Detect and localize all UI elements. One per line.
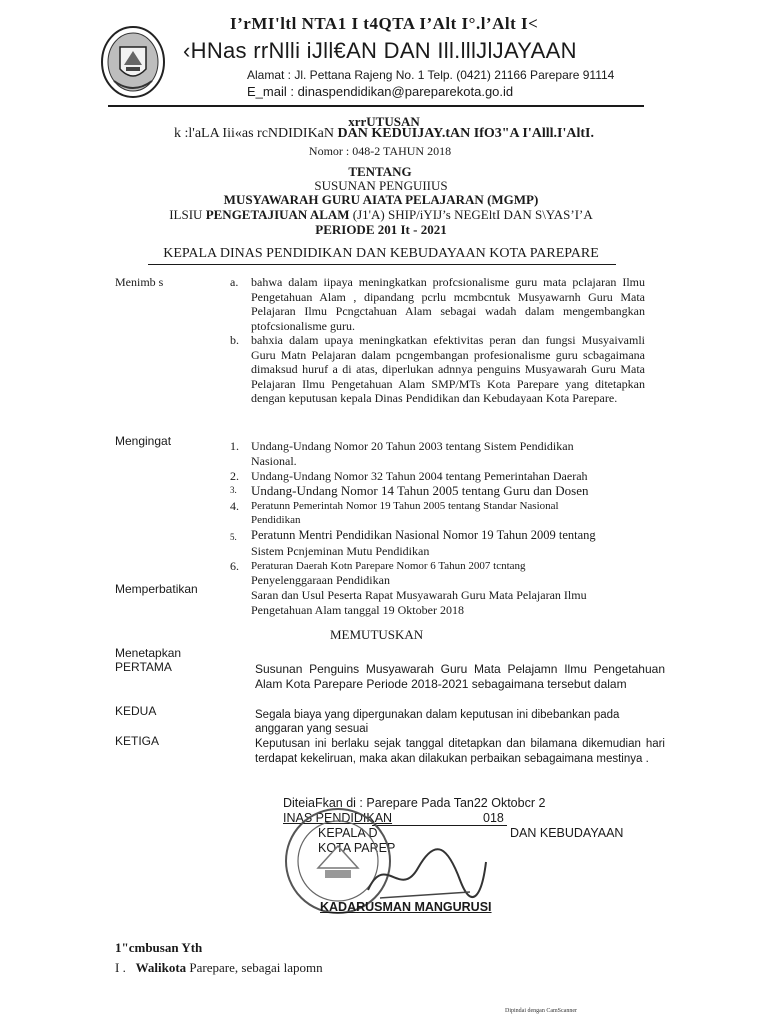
remembering-item-5-cont: Sistem Pcnjeminan Mutu Pendidikan: [251, 544, 430, 558]
signature-office-a: INAS PENDIDI: [283, 811, 367, 825]
considering-marker-a: a.: [230, 275, 239, 289]
remembering-item-4: Peratunn Pemerintah Nomor 19 Tahun 2005 tentang Standar Nasional: [251, 500, 559, 512]
remembering-marker-2: 2.: [230, 469, 239, 483]
copies-item-rest: Parepare, sebagai lapomn: [189, 960, 323, 975]
copies-title: 1"cmbusan Yth: [115, 940, 203, 955]
signature-city: KOTA PAREP: [318, 841, 396, 855]
signatory-name: KADARUSMAN MANGURUSI: [320, 900, 492, 914]
noting-text-line2: Pengetahuan Alam tanggal 19 Oktober 2018: [251, 603, 464, 617]
decree-authority: KEPALA DINAS PENDIDIKAN DAN KEBUDAYAAN KOTA PAREPARE: [163, 246, 599, 261]
decree-number: Nomor : 048-2 TAHUN 2018: [308, 144, 452, 158]
decree-issuer-prefix: k :l'aLA Iii«as rcNDIDIKaN: [174, 126, 335, 141]
signature-head-b: DAN KEBUDAYAAN: [510, 826, 624, 840]
letterhead-office-name: ‹HNas rrNlli iJll€AN DAN Ill.lllJlJAYAAN: [183, 38, 577, 63]
signature-office-year: 018: [483, 811, 504, 825]
first-decision-label: PERTAMA: [115, 660, 172, 674]
copies-item-bold: Walikota: [135, 960, 187, 975]
remembering-marker-4: 4.: [230, 499, 239, 513]
signature-office-b: KAN: [366, 811, 393, 825]
second-decision-text: Segala biaya yang dipergunakan dalam keputusan ini dibebankan pada anggaran yang sesuai: [255, 709, 620, 735]
second-decision-label: KEDUA: [115, 704, 157, 718]
third-decision-text: Keputusan ini berlaku sejak tanggal ditetapkan dan bilamana dikemudian hari terdapat kekeliruan, maka akan dilakukan perbaikan sebagaimana mestinya .: [255, 738, 665, 765]
third-decision-label: KETIGA: [115, 734, 160, 748]
decides-heading: MEMUTUSKAN: [330, 627, 424, 642]
remembering-item-4-cont: Pendidikan: [251, 514, 301, 526]
letterhead-government-line: I’rMI'ltl NTA1 I t4QTA I’Alt I°.l’Alt I<: [230, 14, 539, 33]
considering-label: Menimb s: [115, 275, 164, 289]
remembering-item-2: Undang-Undang Nomor 32 Tahun 2004 tentang Pemerintahan Daerah: [251, 469, 588, 483]
remembering-item-6-cont: Penyelenggaraan Pendidikan: [251, 573, 390, 587]
copies-item-marker: I .: [115, 960, 126, 975]
noting-text-line1: Saran dan Usul Peserta Rapat Musyawarah Guru Mata Pelajaran Ilmu: [251, 588, 587, 602]
decree-subject-line2: MUSYAWARAH GURU AIATA PELAJARAN (MGMP): [223, 192, 539, 207]
remembering-marker-1: 1.: [230, 439, 239, 453]
authority-underline: [148, 264, 616, 265]
city-emblem-logo: [100, 25, 166, 99]
remembering-item-6: Peraturan Daerah Kotn Parepare Nomor 6 Tahun 2007 tcntang: [251, 560, 526, 572]
decree-about: TENTANG: [348, 164, 412, 179]
letterhead-address: Alamat : Jl. Pettana Rajeng No. 1 Telp. (0421) 21166 Parepare 91114: [247, 68, 615, 82]
scanner-watermark: Dipindai dengan CamScanner: [505, 1008, 577, 1014]
copies-item: [115, 960, 323, 976]
considering-item-b: bahxia dalam upaya meningkatkan efektivitas peran dan fungsi Musyaivamli Guru Matn Pelajaran dalam pcngembangan profesionalisme guru scbagaimana dimaksud huruf a di atas, diperlukan adnnya penguins Musyawarah Guru Mata Pelajaran Ilmu Pengetahuan Alam SMP/MTs Kota Parepare yang ditetapkan dengan keputusan kepala Dinas Pendidikan dan Kebudayaan Kota Parepare.: [251, 333, 645, 405]
decree-issuer: [0, 126, 768, 142]
considering-marker-b: b.: [230, 333, 239, 347]
signature-head-a: KEPALA D: [318, 826, 378, 840]
letterhead-divider: [108, 105, 644, 107]
decree-title: xrrUTUSAN: [348, 114, 420, 129]
first-decision-text: Susunan Penguins Musyawarah Guru Mata Pelajamn Ilmu Pengetahuan Alam Kota Parepare Periode 2018-2021 sebagaimana tersebut dalam: [255, 662, 665, 691]
considering-item-a: bahwa dalam iipaya meningkatkan profcsionalisme guru mata pclajaran Ilmu Pengetahuan Alam , dipandang pcrlu mcmbcntuk Musyawarnh Guru Mata Pelajaran Ilmu Pcngctahuan Alam sebagai wadah dalam mengembangkan ptofcsionalisme guru.: [251, 275, 645, 333]
decree-subject-line3-b: PENGETAJIUAN ALAM: [205, 207, 350, 222]
letterhead-email: E_mail : dinaspendidikan@pareparekota.go.id: [247, 84, 514, 99]
remembering-marker-3: 3.: [230, 485, 237, 495]
remembering-item-3: Undang-Undang Nomor 14 Tahun 2005 tentang Guru dan Dosen: [251, 483, 589, 498]
decree-subject-line1: SUSUNAN PENGUIIUS: [314, 178, 448, 193]
decree-period: PERIODE 201 It - 2021: [315, 222, 447, 237]
noting-label: Memperbatikan: [115, 582, 198, 596]
decree-subject-line3-c: (J1'A) SHIP/iYIJ’s NEGEltI DAN S\YAS’I’A: [352, 207, 593, 222]
signature-place-date: DiteiaFkan di : Parepare Pada Tan22 Oktobcr 2: [283, 796, 546, 810]
remembering-marker-5: 5.: [230, 532, 237, 542]
remembering-marker-6: 6.: [230, 559, 239, 573]
remembering-label: Mengingat: [115, 434, 172, 448]
decree-subject-line3-a: ILSIU: [169, 207, 203, 222]
establish-label: Menetapkan: [115, 646, 182, 660]
remembering-item-5: Peratunn Mentri Pendidikan Nasional Nomor 19 Tahun 2009 tentang: [251, 528, 596, 542]
decree-subject-line3: [0, 207, 762, 223]
remembering-item-1-cont: Nasional.: [251, 454, 297, 468]
remembering-item-1: Undang-Undang Nomor 20 Tahun 2003 tentang Sistem Pendidikan: [251, 439, 574, 453]
decree-issuer-suffix: DAN KEDUIJAY.tAN IfO3"A I'Alll.I'AltI.: [337, 126, 594, 141]
